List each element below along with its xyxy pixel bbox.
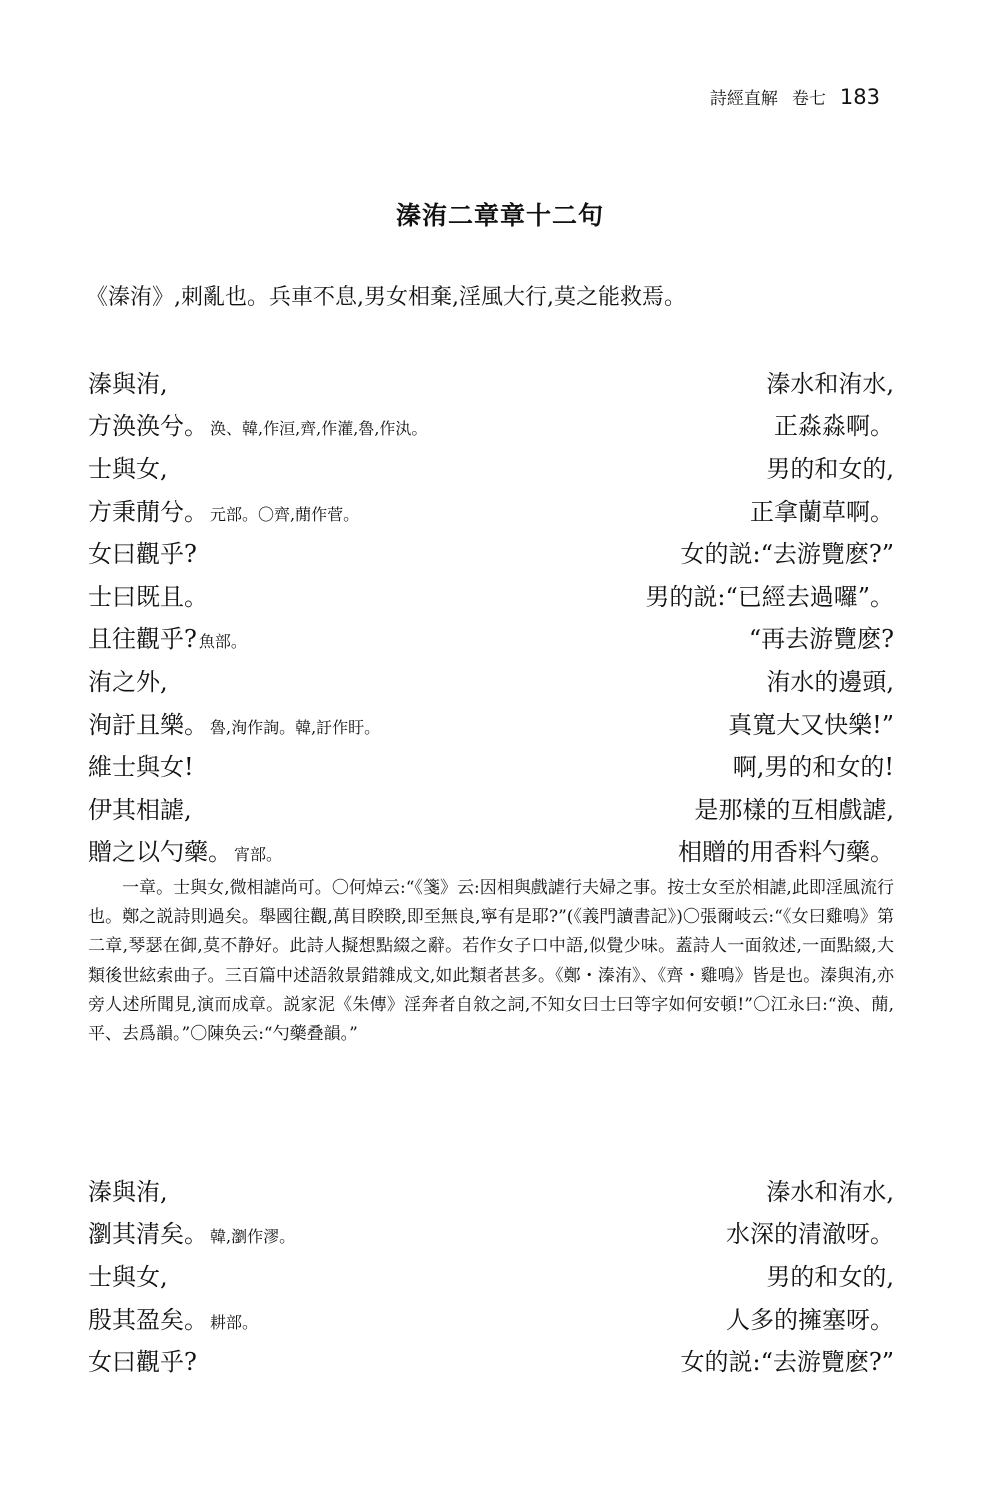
verse-original — [88, 662, 168, 697]
verse-note: 魚部。 — [198, 632, 247, 652]
commentary-text: 一章。士與女,微相謔尚可。〇何焯云:“《箋》云:因相與戲謔行夫婦之事。按士女至於相謔,此即淫風流行也。鄭之説詩則過矣。舉國往觀,萬目睽睽,即至無良,寧有是耶?”(《義門讀書記》)〇張爾岐云:“《女曰雞鳴》第二章,琴瑟在御,莫不静好。此詩人擬想點綴之辭。若作女子口中語,似覺少味。蓋詩人一面敘述,一面點綴,大類後世絃索曲子。三百篇中述語敘景錯雜成文,如此類者甚多。《鄭・溱洧》、《齊・雞鳴》皆是也。溱與洧,亦旁人述所聞見,演而成章。説家泥《朱傳》淫奔者自敘之詞,不知女曰士曰等字如何安頓!”〇江永曰:“涣、蕑,平、去爲韻。”〇陳奂云:“勺藥叠韻。” — [88, 878, 894, 1045]
verse-line — [88, 403, 894, 446]
verse-translation: 女的説:“去游覽麽?” — [680, 540, 894, 569]
verse-translation: 人多的擁塞呀。 — [726, 1305, 894, 1334]
verse-original — [88, 705, 380, 740]
page-number: 183 — [839, 85, 880, 109]
verse-original — [88, 364, 168, 399]
verse-line — [88, 360, 894, 403]
verse-translation: 真寬大又快樂!” — [728, 710, 894, 739]
verse-line — [88, 786, 894, 829]
verse-original — [88, 449, 168, 484]
verse-translation: 男的和女的, — [766, 1262, 894, 1291]
verse-line — [88, 701, 894, 744]
verse-original-text: 方涣涣兮。 — [88, 412, 208, 441]
verse-original-text: 維士與女! — [88, 753, 194, 782]
verse-original-text: 女曰觀乎? — [88, 1348, 197, 1377]
verse-original-text: 殷其盈矣。 — [88, 1305, 208, 1334]
running-header — [710, 84, 880, 109]
verse-original-text: 且往觀乎? — [88, 625, 197, 654]
verse-translation: 男的説:“已經去過囉”。 — [645, 582, 894, 611]
verse-translation: 啊,男的和女的! — [732, 753, 894, 782]
verse-original-text: 方秉蕑兮。 — [88, 497, 208, 526]
verse-original-text: 贈之以勺藥。 — [88, 838, 232, 867]
stanza-one — [88, 360, 894, 871]
verse-original — [88, 747, 194, 782]
verse-note: 宵部。 — [234, 845, 283, 865]
verse-original — [88, 832, 282, 867]
verse-original — [88, 619, 247, 654]
verse-line — [88, 743, 894, 786]
stanza-two — [88, 1168, 894, 1381]
verse-translation: 正拿蘭草啊。 — [750, 497, 894, 526]
verse-original-text: 洧之外, — [88, 667, 168, 696]
verse-translation: 洧水的邊頭, — [766, 667, 894, 696]
verse-original-text: 士曰既且。 — [88, 582, 208, 611]
verse-original — [88, 406, 427, 441]
verse-line — [88, 1338, 894, 1381]
verse-original — [88, 790, 192, 825]
book-title: 詩經直解 — [709, 89, 778, 109]
verse-line — [88, 616, 894, 659]
verse-line — [88, 829, 894, 872]
verse-translation: 溱水和洧水, — [766, 1177, 894, 1206]
verse-translation: “再去游覽麽? — [748, 625, 894, 654]
verse-original-text: 伊其相謔, — [88, 795, 192, 824]
volume-label: 卷七 — [791, 89, 826, 109]
commentary-block — [88, 874, 894, 1049]
verse-line — [88, 488, 894, 531]
verse-line — [88, 1168, 894, 1211]
verse-translation: 水深的清澈呀。 — [726, 1220, 894, 1249]
verse-original-text: 洵訏且樂。 — [88, 710, 208, 739]
verse-line — [88, 573, 894, 616]
verse-translation: 男的和女的, — [766, 454, 894, 483]
verse-original — [88, 577, 208, 612]
verse-original-text: 士與女, — [88, 1262, 168, 1291]
verse-translation: 溱水和洧水, — [766, 369, 894, 398]
verse-line — [88, 1296, 894, 1339]
verse-line — [88, 1211, 894, 1254]
verse-original — [88, 1257, 168, 1292]
preface-text: 《溱洧》,刺亂也。兵車不息,男女相棄,淫風大行,莫之能救焉。 — [86, 285, 686, 310]
verse-note: 涣、韓,作洹,齊,作灌,魯,作汍。 — [210, 419, 428, 439]
verse-original-text: 溱與洧, — [88, 1177, 168, 1206]
verse-original-text: 士與女, — [88, 454, 168, 483]
verse-original-text: 瀏其清矣。 — [88, 1220, 208, 1249]
verse-original — [88, 1214, 295, 1249]
verse-original-text: 溱與洧, — [88, 369, 168, 398]
verse-original — [88, 534, 197, 569]
verse-original — [88, 1300, 258, 1335]
verse-line — [88, 445, 894, 488]
poem-title: 溱洧二章章十二句 — [395, 201, 604, 230]
verse-note: 魯,洵作詢。韓,訏作盱。 — [210, 717, 381, 737]
verse-original-text: 女曰觀乎? — [88, 540, 197, 569]
verse-translation: 相贈的用香料勺藥。 — [678, 838, 894, 867]
verse-translation: 正淼淼啊。 — [774, 412, 894, 441]
verse-note: 元部。〇齊,蕑作菅。 — [210, 504, 360, 524]
verse-line — [88, 530, 894, 573]
verse-note: 耕部。 — [210, 1312, 259, 1332]
verse-note: 韓,瀏作漻。 — [210, 1227, 296, 1247]
verse-line — [88, 658, 894, 701]
verse-original — [88, 492, 359, 527]
verse-translation: 是那樣的互相戲謔, — [694, 795, 894, 824]
verse-original — [88, 1172, 168, 1207]
verse-line — [88, 1253, 894, 1296]
verse-original — [88, 1342, 197, 1377]
verse-translation: 女的説:“去游覽麽?” — [680, 1348, 894, 1377]
